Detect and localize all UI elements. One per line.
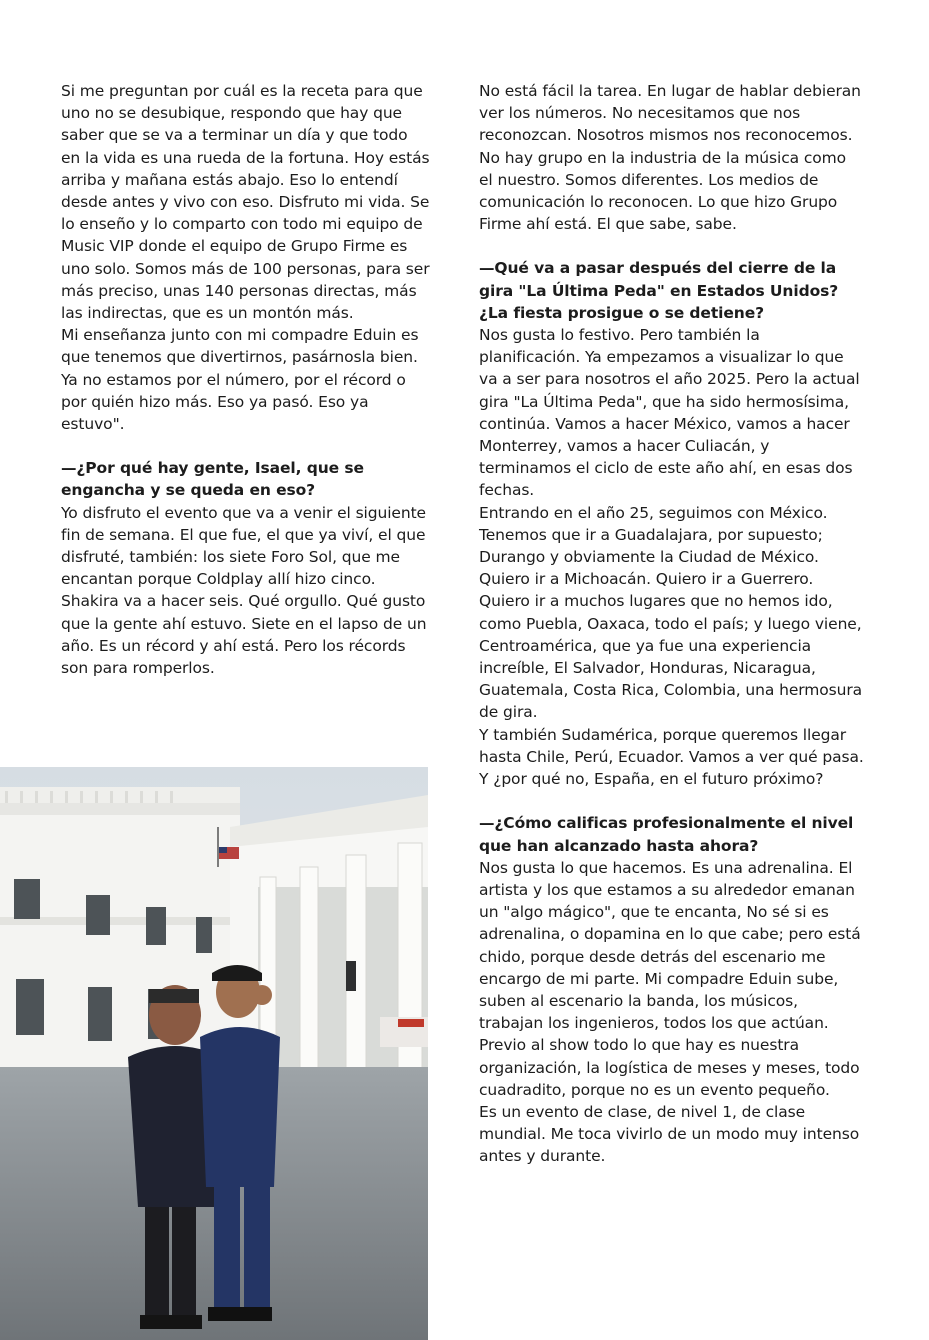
interview-question: —¿Cómo calificas profesionalmente el nivel que han alcanzado hasta ahora? — [479, 814, 854, 855]
paragraph: Es un evento de clase, de nivel 1, de clase mundial. Me toca vivirlo de un modo muy intenso antes y durante. — [479, 1102, 860, 1166]
right-column — [479, 80, 864, 1168]
paragraph: Entrando en el año 25, seguimos con México. Tenemos que ir a Guadalajara, por supuesto; Durango y obviamente la Ciudad de México. Quiero ir a Michoacán. Quiero ir a Guerrero. Quiero ir a muchos lugares que no hemos ido, como Puebla, Oaxaca, todo el país; y luego viene, Centroamérica, que ya fue una experiencia increíble, El Salvador, Honduras, Nicaragua, Guatemala, Costa Rica, Colombia, una hermosura de gira. — [479, 503, 863, 722]
paragraph: Y también Sudamérica, porque queremos llegar hasta Chile, Perú, Ecuador. Vamos a ver qué pasa. Y ¿por qué no, España, en el futuro próximo? — [479, 725, 864, 789]
paragraph: Yo disfruto el evento que va a venir el siguiente fin de semana. El que fue, el que ya viví, el que disfruté, también: los siete Foro Sol, que me encantan porque Coldplay allí hizo cinco. Shakira va a hacer seis. Qué orgullo. Qué gusto que la gente ahí estuvo. Siete en el lapso de un año. Es un récord y ahí está. Pero los récords son para romperlos. — [61, 503, 427, 678]
paragraph: No está fácil la tarea. En lugar de hablar debieran ver los números. No necesitamos que nos reconozcan. Nosotros mismos nos reconocemos. No hay grupo en la industria de la música como el nuestro. Somos diferentes. Los medios de comunicación lo reconocen. Lo que hizo Grupo Firme ahí está. El que sabe, sabe. — [479, 82, 861, 234]
photo-white-house — [0, 767, 428, 1340]
paragraph: Si me preguntan por cuál es la receta para que uno no se desubique, respondo que hay que saber que se va a terminar un día y que todo en la vida es una rueda de la fortuna. Hoy estás arriba y mañana estás abajo. Eso lo entendí desde antes y vivo con eso. Disfruto mi vida. Se lo enseño y lo comparto con todo mi equipo de Music VIP donde el equipo de Grupo Firme es uno solo. Somos más de 100 personas, para ser más preciso, unas 140 personas directas, más las indirectas, que es un montón más. — [61, 82, 430, 323]
left-column — [61, 80, 431, 679]
paragraph: Mi enseñanza junto con mi compadre Eduin es que tenemos que divertirnos, pasárnosla bien. Ya no estamos por el número, por el récord o por quién hizo más. Eso ya pasó. Eso ya estuvo". — [61, 326, 419, 434]
interview-question: —¿Por qué hay gente, Isael, que se engancha y se queda en eso? — [61, 459, 364, 500]
interview-question: —Qué va a pasar después del cierre de la gira "La Última Peda" en Estados Unidos? ¿La fiesta prosigue o se detiene? — [479, 259, 839, 322]
paragraph: Nos gusta lo festivo. Pero también la planificación. Ya empezamos a visualizar lo que va a ser para nosotros el año 2025. Pero la actual gira "La Última Peda", que ha sido hermosísima, continúa. Vamos a hacer México, vamos a hacer Monterrey, vamos a hacer Culiacán, y terminamos el ciclo de este año ahí, en esas dos fechas. — [479, 326, 860, 500]
paragraph: Nos gusta lo que hacemos. Es una adrenalina. El artista y los que estamos a su alrededor emanan un "algo mágico", que te encanta, No sé si es adrenalina, o dopamina en lo que cabe; pero está chido, porque desde detrás del escenario me encargo de mi parte. Mi compadre Eduin sube, suben al escenario la banda, los músicos, trabajan los ingenieros, todos los que actúan. Previo al show todo lo que hay es nuestra organización, la logística de meses y meses, todo cuadradito, porque no es un evento pequeño. — [479, 858, 861, 1099]
